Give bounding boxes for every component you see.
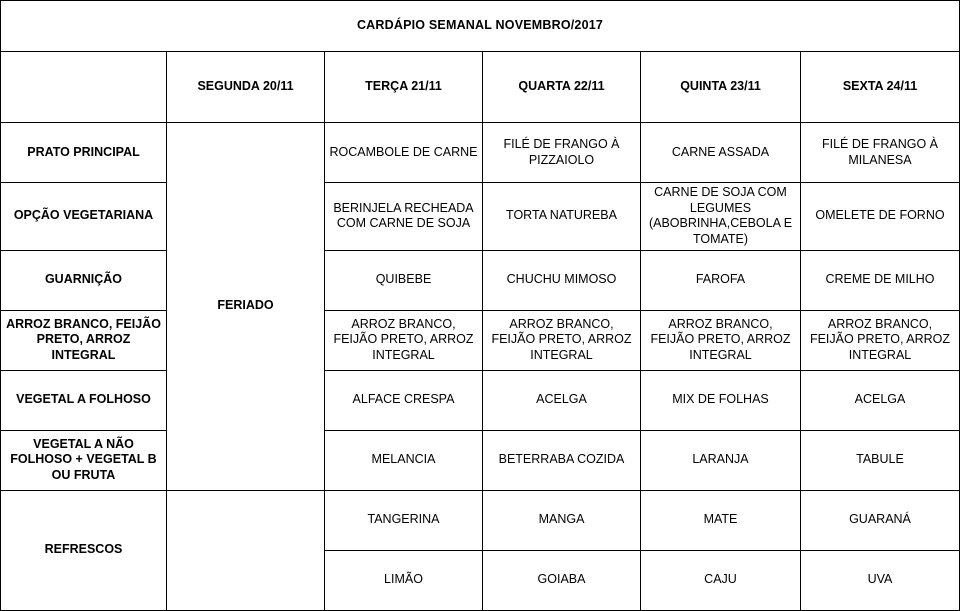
table-row-arroz-feijao [1, 310, 960, 370]
table-row-guarnicao [1, 250, 960, 310]
cell-refrescos-segunda-empty [167, 490, 325, 610]
cell-opcao-vegetariana-quinta: CARNE DE SOJA COM LEGUMES (ABOBRINHA,CEBOLA E TOMATE) [641, 183, 801, 251]
row-label-refrescos: REFRESCOS [1, 490, 167, 610]
cell-refrescos-quinta-2: CAJU [641, 550, 801, 610]
cell-arroz-feijao-quinta: ARROZ BRANCO, FEIJÃO PRETO, ARROZ INTEGRAL [641, 310, 801, 370]
cell-opcao-vegetariana-terca: BERINJELA RECHEADA COM CARNE DE SOJA [325, 183, 483, 251]
cell-vegetal-nao-folhoso-terca: MELANCIA [325, 430, 483, 490]
cell-arroz-feijao-quarta: ARROZ BRANCO, FEIJÃO PRETO, ARROZ INTEGRAL [483, 310, 641, 370]
table-row-prato-principal [1, 123, 960, 183]
table-row-title [1, 1, 960, 52]
cell-prato-principal-quinta: CARNE ASSADA [641, 123, 801, 183]
cell-refrescos-terca-2: LIMÃO [325, 550, 483, 610]
cell-refrescos-quarta-2: GOIABA [483, 550, 641, 610]
table-row-opcao-vegetariana [1, 183, 960, 251]
cell-vegetal-nao-folhoso-quinta: LARANJA [641, 430, 801, 490]
cell-prato-principal-terca: ROCAMBOLE DE CARNE [325, 123, 483, 183]
cell-opcao-vegetariana-quarta: TORTA NATUREBA [483, 183, 641, 251]
cell-guarnicao-terca: QUIBEBE [325, 250, 483, 310]
cell-vegetal-folhoso-quarta: ACELGA [483, 370, 641, 430]
cell-vegetal-nao-folhoso-sexta: TABULE [801, 430, 960, 490]
cell-guarnicao-quarta: CHUCHU MIMOSO [483, 250, 641, 310]
row-label-vegetal-folhoso: VEGETAL A FOLHOSO [1, 370, 167, 430]
column-header-terca: TERÇA 21/11 [325, 52, 483, 123]
row-label-guarnicao: GUARNIÇÃO [1, 250, 167, 310]
cell-vegetal-folhoso-sexta: ACELGA [801, 370, 960, 430]
cell-guarnicao-sexta: CREME DE MILHO [801, 250, 960, 310]
cell-prato-principal-sexta: FILÉ DE FRANGO À MILANESA [801, 123, 960, 183]
cell-arroz-feijao-sexta: ARROZ BRANCO, FEIJÃO PRETO, ARROZ INTEGRAL [801, 310, 960, 370]
cell-refrescos-quinta-1: MATE [641, 490, 801, 550]
column-header-quarta: QUARTA 22/11 [483, 52, 641, 123]
cell-arroz-feijao-terca: ARROZ BRANCO, FEIJÃO PRETO, ARROZ INTEGRAL [325, 310, 483, 370]
cell-prato-principal-quarta: FILÉ DE FRANGO À PIZZAIOLO [483, 123, 641, 183]
row-label-vegetal-nao-folhoso: VEGETAL A NÃO FOLHOSO + VEGETAL B OU FRUTA [1, 430, 167, 490]
table-row-header [1, 52, 960, 123]
row-label-prato-principal: PRATO PRINCIPAL [1, 123, 167, 183]
page-title: CARDÁPIO SEMANAL NOVEMBRO/2017 [1, 1, 960, 52]
cell-vegetal-folhoso-quinta: MIX DE FOLHAS [641, 370, 801, 430]
table-row-vegetal-folhoso [1, 370, 960, 430]
row-label-opcao-vegetariana: OPÇÃO VEGETARIANA [1, 183, 167, 251]
cell-refrescos-quarta-1: MANGA [483, 490, 641, 550]
table-row-vegetal-nao-folhoso [1, 430, 960, 490]
column-header-quinta: QUINTA 23/11 [641, 52, 801, 123]
cell-refrescos-sexta-2: UVA [801, 550, 960, 610]
row-label-arroz-feijao: ARROZ BRANCO, FEIJÃO PRETO, ARROZ INTEGRAL [1, 310, 167, 370]
cell-refrescos-sexta-1: GUARANÁ [801, 490, 960, 550]
cell-vegetal-folhoso-terca: ALFACE CRESPA [325, 370, 483, 430]
column-header-sexta: SEXTA 24/11 [801, 52, 960, 123]
header-corner-empty [1, 52, 167, 123]
cell-vegetal-nao-folhoso-quarta: BETERRABA COZIDA [483, 430, 641, 490]
cell-opcao-vegetariana-sexta: OMELETE DE FORNO [801, 183, 960, 251]
cell-guarnicao-quinta: FAROFA [641, 250, 801, 310]
cell-refrescos-terca-1: TANGERINA [325, 490, 483, 550]
column-header-segunda: SEGUNDA 20/11 [167, 52, 325, 123]
holiday-cell-segunda: FERIADO [167, 123, 325, 491]
table-row-refrescos-1 [1, 490, 960, 550]
